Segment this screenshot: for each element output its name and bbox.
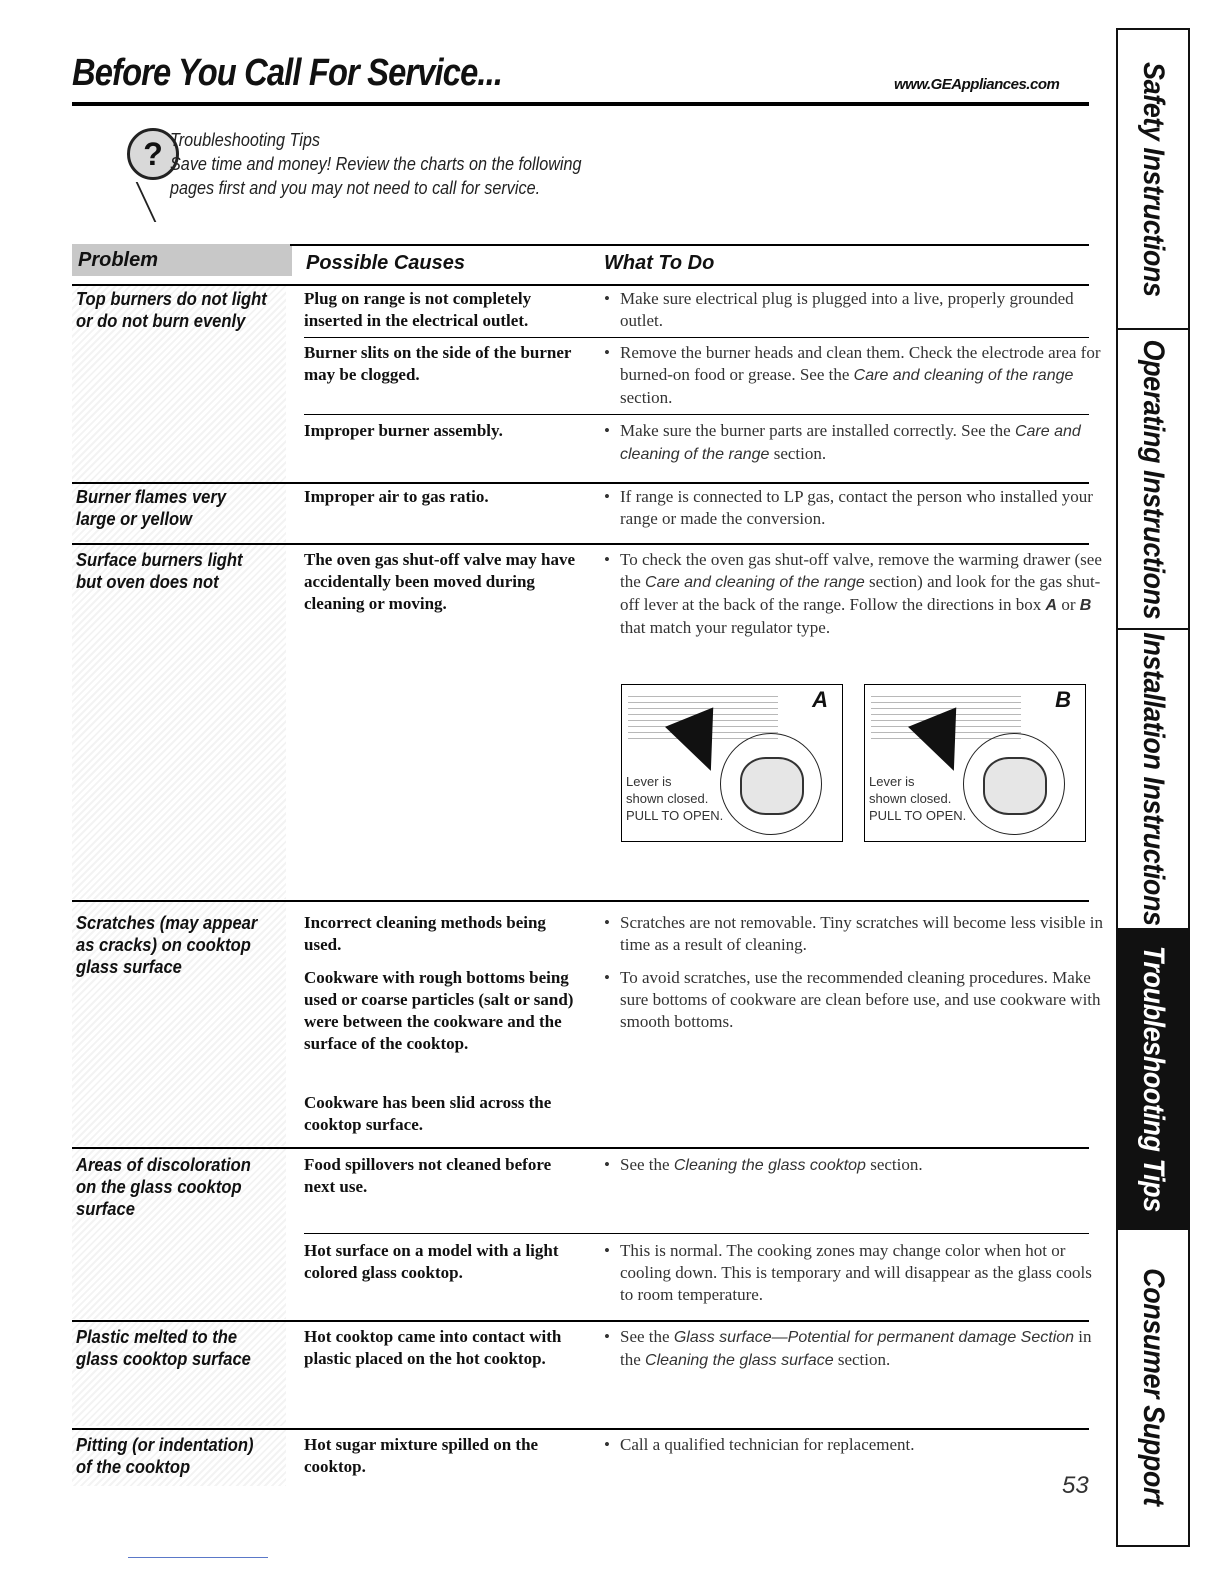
- cause-cell: The oven gas shut-off valve may have accidentally been moved during cleaning or moving.: [304, 550, 576, 613]
- cause-cell: Cookware with rough bottoms being used or coarse particles (salt or sand) were between the cookware and the surface of the cooktop.: [304, 968, 574, 1053]
- todo-cell: • See the Glass surface—Potential for permanent damage Section in the Cleaning the glass surface section.: [604, 1326, 1106, 1372]
- tips-intro: [170, 128, 582, 200]
- problem-cell: Areas of discoloration on the glass cooktop surface: [76, 1155, 251, 1219]
- question-mark-icon: ?: [127, 128, 179, 180]
- todo-cell: • Make sure electrical plug is plugged into a live, properly grounded outlet.: [604, 288, 1106, 332]
- cause-cell: Improper burner assembly.: [304, 421, 503, 440]
- header-rule: [72, 102, 1089, 106]
- tips-heading: Troubleshooting Tips: [170, 130, 320, 150]
- section-sidebar: [1116, 28, 1190, 1547]
- problem-cell: Pitting (or indentation) of the cooktop: [76, 1435, 254, 1477]
- tips-line: pages first and you may not need to call for service.: [170, 178, 541, 198]
- tab-installation-instructions[interactable]: Installation Instructions: [1118, 630, 1188, 930]
- problem-cell: Scratches (may appear as cracks) on cooktop glass surface: [76, 913, 258, 977]
- cause-cell: Improper air to gas ratio.: [304, 487, 489, 506]
- cause-cell: Plug on range is not completely inserted in the electrical outlet.: [304, 289, 532, 330]
- sub-rule: [304, 337, 1089, 338]
- sub-rule: [304, 414, 1089, 415]
- todo-cell: • Remove the burner heads and clean them. Check the electrode area for burned-on food or grease. See the Care and cleaning of the range section.: [604, 342, 1106, 409]
- cause-cell: Burner slits on the side of the burner may be clogged.: [304, 343, 572, 384]
- problem-cell: Plastic melted to the glass cooktop surface: [76, 1327, 251, 1369]
- column-header-todo: What To Do: [604, 252, 715, 274]
- cause-cell: Food spillovers not cleaned before next use.: [304, 1155, 552, 1196]
- todo-cell: • This is normal. The cooking zones may change color when hot or cooling down. This is temporary and will disappear as the glass cools to room temperature.: [604, 1240, 1106, 1306]
- todo-cell: • Make sure the burner parts are installed correctly. See the Care and cleaning of the range section.: [604, 420, 1106, 466]
- todo-cell: • To avoid scratches, use the recommended cleaning procedures. Make sure bottoms of cookware are clean before use, and use cookware with smooth bottoms.: [604, 967, 1106, 1033]
- page-title: Before You Call For Service...: [72, 52, 503, 94]
- figure-caption: Lever is shown closed. PULL TO OPEN.: [626, 774, 724, 823]
- gas-valve-icon: [740, 757, 804, 815]
- tab-troubleshooting-tips[interactable]: Troubleshooting Tips: [1118, 930, 1188, 1230]
- todo-cell: • To check the oven gas shut-off valve, remove the warming drawer (see the Care and cleaning of the range section) and look for the gas shut-off lever at the back of the range. Follow the directions in box A or B that match your regulator type.: [604, 549, 1106, 639]
- tab-consumer-support[interactable]: Consumer Support: [1137, 1267, 1170, 1506]
- footer-line: [128, 1557, 268, 1558]
- page-number: 53: [1062, 1472, 1089, 1499]
- tab-safety-instructions[interactable]: Safety Instructions: [1118, 30, 1188, 330]
- tab-operating-instructions[interactable]: Operating Instructions: [1118, 330, 1188, 630]
- cause-cell: Hot surface on a model with a light colored glass cooktop.: [304, 1241, 559, 1282]
- regulator-figure-b: [864, 684, 1086, 842]
- problem-cell: Surface burners light but oven does not: [76, 550, 243, 592]
- problem-cell: Top burners do not light or do not burn evenly: [76, 289, 267, 331]
- todo-cell: • See the Cleaning the glass cooktop section.: [604, 1154, 1106, 1177]
- figure-letter: A: [812, 687, 828, 712]
- column-header-causes: Possible Causes: [306, 252, 465, 274]
- figure-caption: Lever is shown closed. PULL TO OPEN.: [869, 774, 967, 823]
- figure-letter: B: [1055, 687, 1071, 712]
- header-table-rule: [290, 244, 1089, 246]
- column-header-problem: Problem: [72, 244, 292, 276]
- todo-cell: • If range is connected to LP gas, contact the person who installed your range or made the conversion.: [604, 486, 1106, 530]
- website-url: www.GEAppliances.com: [894, 76, 1060, 93]
- gas-valve-icon: [983, 757, 1047, 815]
- cause-cell: Incorrect cleaning methods being used.: [304, 913, 546, 954]
- cause-cell: Hot sugar mixture spilled on the cooktop.: [304, 1435, 539, 1476]
- todo-cell: • Scratches are not removable. Tiny scratches will become less visible in time as a result of cleaning.: [604, 912, 1106, 956]
- regulator-figure-a: [621, 684, 843, 842]
- cause-cell: Cookware has been slid across the cooktop surface.: [304, 1093, 552, 1134]
- sub-rule: [304, 1233, 1089, 1234]
- cause-cell: Hot cooktop came into contact with plastic placed on the hot cooktop.: [304, 1327, 562, 1368]
- problem-cell: Burner flames very large or yellow: [76, 487, 227, 529]
- tips-line: Save time and money! Review the charts on the following: [170, 154, 582, 174]
- todo-cell: • Call a qualified technician for replacement.: [604, 1434, 1106, 1456]
